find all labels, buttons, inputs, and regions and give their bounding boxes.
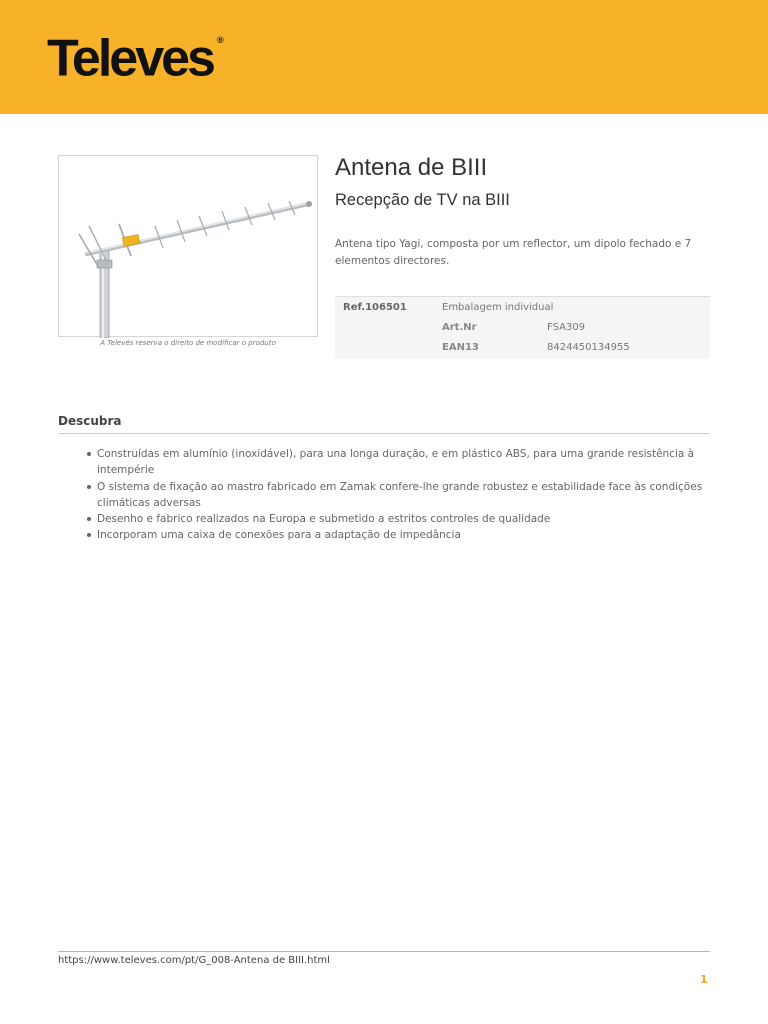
footer-url-link[interactable]: https://www.televes.com/pt/G_008-Antena de BIII.html (58, 955, 330, 966)
feature-list (97, 446, 712, 544)
list-item: Construídas em alumínio (inoxidável), para una longa duração, e em plástico ABS, para uma grande resistência à intempérie (97, 446, 712, 479)
discover-heading: Descubra (58, 414, 122, 428)
product-image (58, 155, 318, 337)
brand-name: Televes (47, 29, 213, 88)
spec-label-artnr: Art.Nr (442, 322, 477, 333)
image-caption: A Televés reserva o direito de modificar o produto (100, 339, 276, 347)
product-title: Antena de BIII (335, 154, 488, 181)
product-description: Antena tipo Yagi, composta por um reflector, um dipolo fechado e 7 elementos directores. (335, 238, 692, 267)
header-bar (0, 0, 768, 114)
spec-ref: Ref.106501 (343, 302, 407, 313)
list-item: O sistema de fixação ao mastro fabricado em Zamak confere-lhe grande robustez e estabilidade face às condições climáticas adversas (97, 479, 712, 512)
footer-divider (58, 951, 710, 952)
registered-mark: ® (216, 35, 224, 45)
spec-label-ean13: EAN13 (442, 342, 479, 353)
list-item: Desenho e fabrico realizados na Europa e submetido a estritos controles de qualidade (97, 511, 712, 527)
spec-value-artnr: FSA309 (547, 322, 586, 333)
spec-value-ean13: 8424450134955 (547, 342, 630, 353)
spec-packaging: Embalagem individual (442, 302, 554, 313)
antenna-illustration (59, 156, 319, 338)
product-subtitle: Recepção de TV na BIII (335, 191, 510, 209)
spec-table (335, 296, 710, 359)
section-divider (58, 433, 710, 434)
page-number: 1 (700, 973, 708, 986)
list-item: Incorporam uma caixa de conexões para a adaptação de impedância (97, 527, 712, 543)
televes-logo[interactable] (47, 24, 224, 88)
